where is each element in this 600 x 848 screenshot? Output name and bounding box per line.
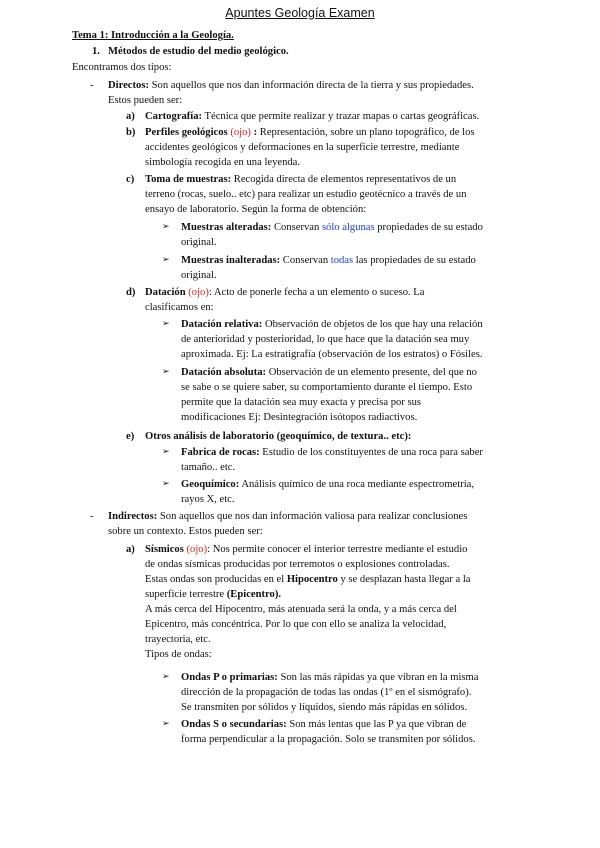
item-otros-analisis: Otros análisis de laboratorio (geoquímico, de textura.. etc): <box>145 431 412 442</box>
list-marker-e: e) <box>126 431 135 442</box>
arrow-bullet-icon: ➢ <box>162 319 170 329</box>
arrow-bullet-icon: ➢ <box>162 222 170 232</box>
item-ondas-s: Ondas S o secundarias: Son más lentas que las P ya que vibran de forma perpendicular a la propagación. Solo se transmiten por sólidos. <box>181 719 476 745</box>
arrow-bullet-icon: ➢ <box>162 255 170 265</box>
item-ondas-p: Ondas P o primarias: Son las más rápidas ya que vibran en la misma dirección de la propagación de todas las ondas (1º en el sismógrafo). Se transmiten por sólidos y líquidos, siendo más rápidas en sólidos. <box>181 672 479 713</box>
tema-heading: Tema 1: Introducción a la Geología. <box>72 30 234 41</box>
bullet-dash: - <box>90 511 94 522</box>
item-datacion-absoluta: Datación absoluta: Observación de un elemento presente, del que no se sabe o se quiere saber, su comportamiento durante el tiempo. Esto permite que la datación sea muy exacta y precisa por sus modificaciones Ej: Desintegración isótopos radiactivos. <box>181 367 477 423</box>
item-cartografia: Cartografía: Técnica que permite realizar y trazar mapas o cartas geográficas. <box>145 111 480 122</box>
section-heading: Métodos de estudio del medio geológico. <box>108 46 289 57</box>
item-fabrica-rocas: Fabrica de rocas: Estudio de los constituyentes de una roca para saber tamaño.. etc. <box>181 447 483 473</box>
bullet-dash: - <box>90 80 94 91</box>
list-marker-b: b) <box>126 127 136 138</box>
item-muestras-inalteradas: Muestras inalteradas: Conservan todas las propiedades de su estado original. <box>181 255 476 281</box>
arrow-bullet-icon: ➢ <box>162 479 170 489</box>
intro-text: Encontramos dos tipos: <box>72 62 172 73</box>
item-toma-muestras: Toma de muestras: Recogida directa de elementos representativos de un terreno (rocas, suelo.. etc) para realizar un estudio geotécnico a través de un ensayo de laboratorio. Según la forma de obtención: <box>145 174 467 215</box>
item-muestras-alteradas: Muestras alteradas: Conservan sólo algunas propiedades de su estado original. <box>181 222 483 248</box>
arrow-bullet-icon: ➢ <box>162 367 170 377</box>
indirectos-paragraph: Indirectos: Son aquellos que nos dan información valiosa para realizar conclusiones sobre un contexto. Estos pueden ser: <box>108 511 468 537</box>
arrow-bullet-icon: ➢ <box>162 672 170 682</box>
list-marker-d: d) <box>126 287 136 298</box>
directos-paragraph: Directos: Son aquellos que nos dan información directa de la tierra y sus propiedades. Estos pueden ser: <box>108 80 474 106</box>
list-marker-a: a) <box>126 544 135 555</box>
document-title: Apuntes Geología Examen <box>225 6 375 20</box>
item-geoquimico: Geoquímico: Análisis químico de una roca mediante espectrometría, rayos X, etc. <box>181 479 475 505</box>
list-marker-c: c) <box>126 174 135 185</box>
item-datacion-relativa: Datación relativa: Observación de objetos de los que hay una relación de anterioridad y posterioridad, lo que hace que la datación sea muy aproximada. Ej: La estratigrafía (observación de los estratos) o Fósiles. <box>181 319 483 360</box>
arrow-bullet-icon: ➢ <box>162 719 170 729</box>
item-datacion: Datación (ojo): Acto de ponerle fecha a un elemento o suceso. La clasificamos en: <box>145 287 425 313</box>
list-marker-a: a) <box>126 111 135 122</box>
item-perfiles: Perfiles geológicos (ojo) : Representación, sobre un plano topográfico, de los accidentes geológicos y deformaciones en la superficie terrestre, mediante simbología recogida en una leyenda. <box>145 127 475 168</box>
section-number: 1. <box>92 46 100 57</box>
arrow-bullet-icon: ➢ <box>162 447 170 457</box>
item-sismicos: Sísmicos (ojo): Nos permite conocer el interior terrestre mediante el estudio de ondas sísmicas producidas por terremotos o explosiones controladas. Estas ondas son producidas en el Hipocentro y se desplazan hasta llegar a la superficie terrestre (Epicentro). A más cerca del Hipocentro, más atenuada será la onda, y a más cerca del Epicentro, más concéntrica. Por lo que con ello se analiza la velocidad, trayectoria, etc. Tipos de ondas: <box>145 544 471 660</box>
